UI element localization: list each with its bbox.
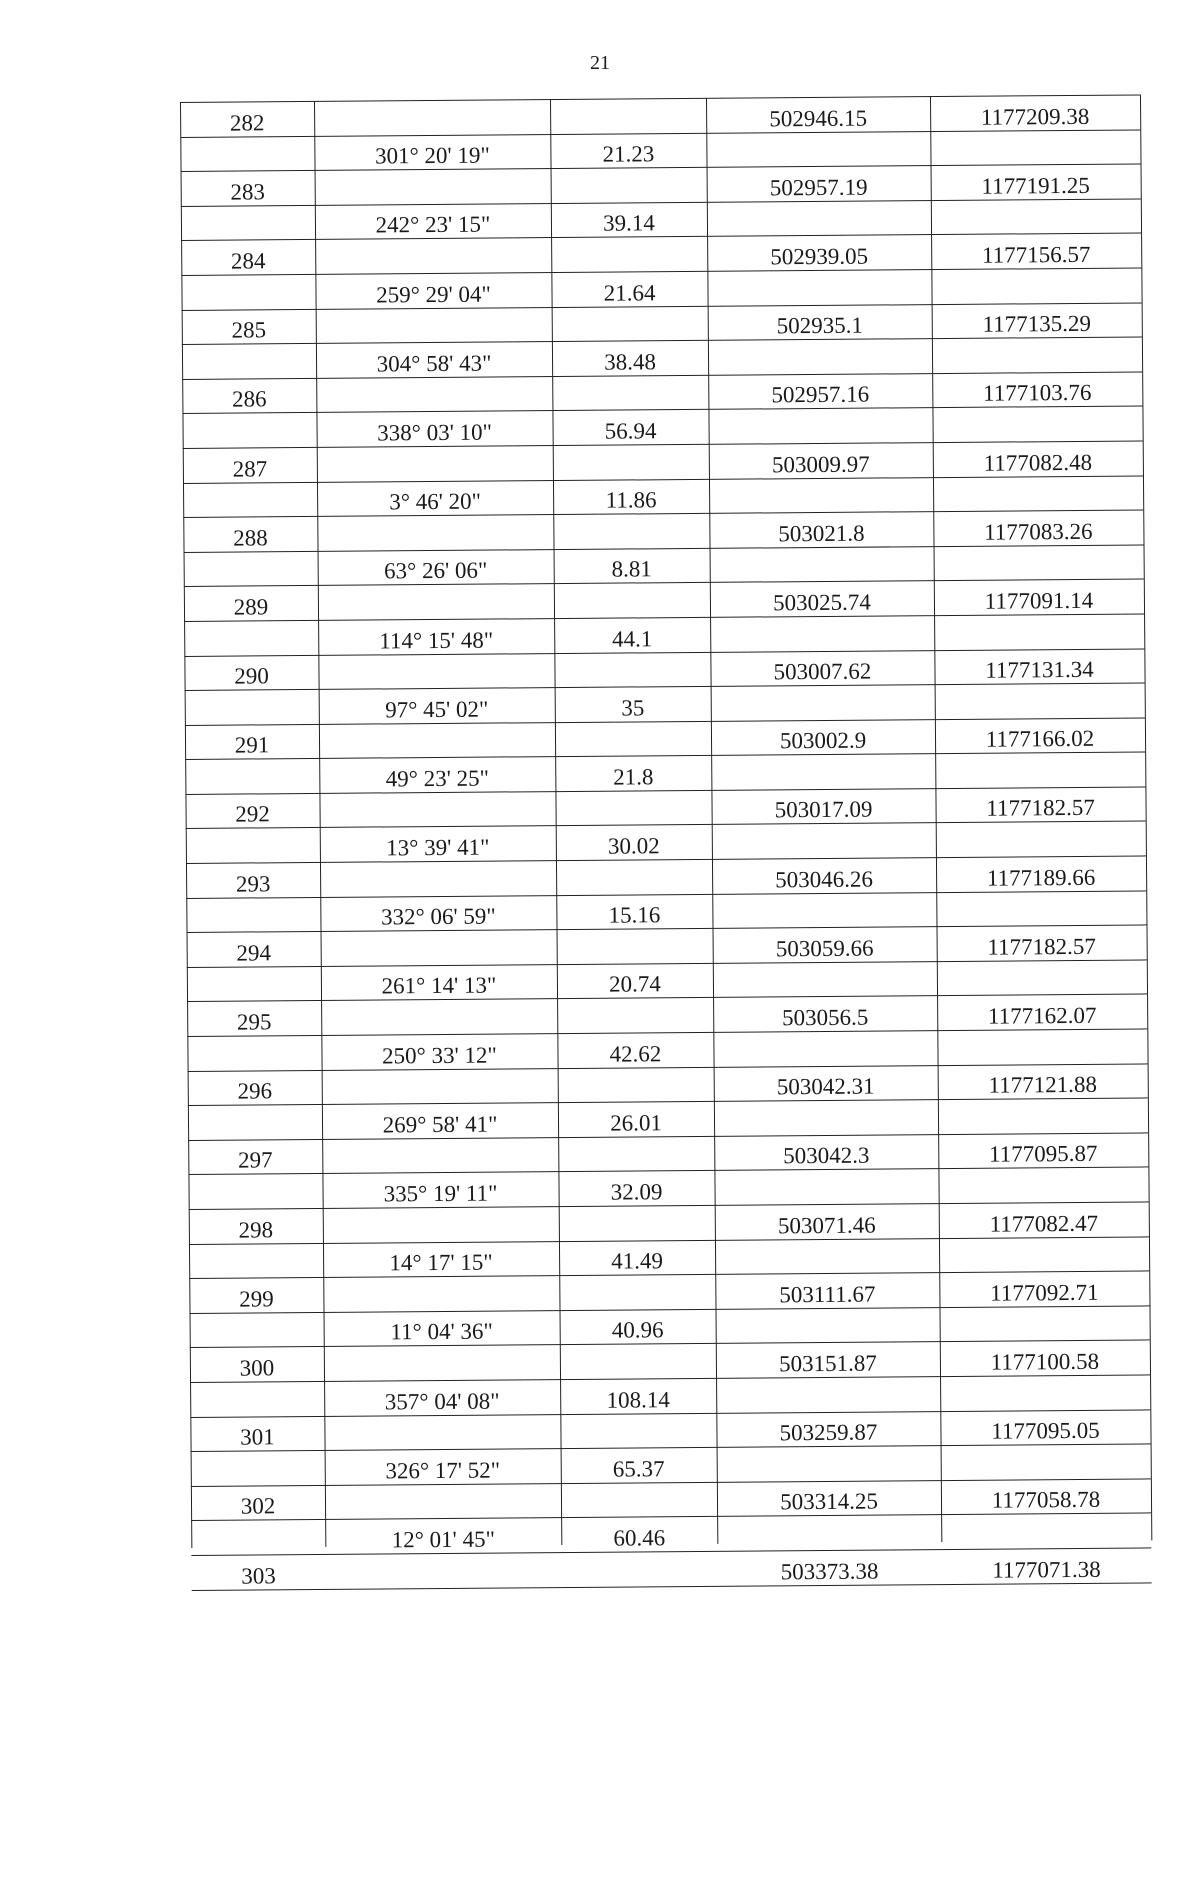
- point-y: 1177058.78: [991, 1487, 1101, 1514]
- leg-bearing: 97° 45' 02": [385, 696, 489, 723]
- point-y: 1177182.57: [986, 795, 1095, 822]
- point-y: 1177095.87: [988, 1141, 1098, 1168]
- empty-cell: [711, 754, 935, 789]
- empty-cell: [186, 828, 320, 863]
- point-y: 1177131.34: [985, 656, 1094, 683]
- empty-cell: [556, 860, 712, 895]
- point-x: 502939.05: [770, 243, 869, 270]
- leg-bearing: 63° 26' 06": [383, 557, 488, 584]
- empty-cell: [315, 169, 551, 204]
- point-x: 503046.26: [775, 866, 874, 893]
- leg-distance: 60.46: [613, 1525, 666, 1551]
- empty-cell: [181, 206, 315, 241]
- leg-bearing: 301° 20' 19": [374, 142, 490, 169]
- empty-cell: [317, 446, 553, 481]
- leg-distance: 26.01: [610, 1110, 663, 1136]
- point-y: 1177182.57: [987, 933, 1096, 960]
- point-x: 502935.1: [776, 312, 863, 339]
- leg-bearing: 261° 14' 13": [381, 972, 497, 999]
- empty-cell: [930, 130, 1140, 165]
- empty-cell: [182, 344, 316, 379]
- point-id: 296: [237, 1078, 273, 1104]
- point-x: 503042.3: [783, 1143, 870, 1169]
- point-id: 286: [231, 386, 267, 412]
- point-x: 503373.38: [780, 1558, 879, 1584]
- point-y: 1177156.57: [981, 241, 1091, 268]
- point-y: 1177071.38: [992, 1556, 1101, 1583]
- point-id: 302: [240, 1493, 276, 1519]
- empty-cell: [182, 413, 316, 448]
- empty-cell: [550, 99, 706, 134]
- point-x: 503259.87: [779, 1419, 878, 1446]
- leg-bearing: 326° 17' 52": [385, 1457, 501, 1484]
- empty-cell: [714, 1100, 938, 1135]
- empty-cell: [707, 270, 931, 305]
- empty-cell: [937, 1029, 1147, 1064]
- point-y: 1177162.07: [987, 1002, 1097, 1029]
- empty-cell: [941, 1445, 1151, 1480]
- empty-cell: [325, 1553, 561, 1588]
- point-y: 1177121.88: [988, 1072, 1098, 1098]
- leg-distance: 11.86: [605, 487, 657, 513]
- point-x: 503017.09: [774, 797, 873, 823]
- point-y: 1177091.14: [984, 587, 1094, 614]
- empty-cell: [716, 1308, 940, 1343]
- empty-cell: [319, 792, 555, 827]
- empty-cell: [934, 614, 1144, 649]
- empty-cell: [183, 482, 317, 517]
- point-y: 1177135.29: [982, 311, 1092, 337]
- point-x: 503151.87: [778, 1350, 877, 1377]
- empty-cell: [187, 967, 321, 1002]
- empty-cell: [554, 652, 710, 687]
- point-x: 503071.46: [777, 1212, 876, 1238]
- leg-distance: 30.02: [607, 833, 660, 859]
- empty-cell: [558, 1137, 714, 1172]
- point-id: 291: [234, 732, 270, 758]
- point-id: 301: [240, 1424, 275, 1450]
- point-y: 1177083.26: [984, 518, 1093, 545]
- point-id: 289: [233, 594, 269, 620]
- point-id: 300: [239, 1355, 275, 1381]
- leg-bearing: 259° 29' 04": [376, 281, 491, 308]
- empty-cell: [941, 1514, 1151, 1549]
- empty-cell: [707, 201, 931, 236]
- empty-cell: [323, 1276, 559, 1311]
- empty-cell: [717, 1446, 941, 1481]
- leg-distance: 21.8: [613, 764, 654, 790]
- point-x: 503042.31: [776, 1073, 875, 1100]
- traverse-table: [180, 94, 1154, 1883]
- point-y: 1177082.47: [989, 1210, 1099, 1237]
- leg-bearing: 49° 23' 25": [385, 765, 490, 792]
- empty-cell: [936, 822, 1146, 857]
- leg-distance: 15.16: [608, 902, 661, 928]
- empty-cell: [318, 584, 554, 619]
- empty-cell: [559, 1206, 715, 1241]
- point-y: 1177166.02: [985, 726, 1095, 752]
- empty-cell: [555, 722, 711, 757]
- empty-cell: [557, 998, 713, 1033]
- empty-cell: [935, 684, 1145, 719]
- leg-distance: 41.49: [611, 1248, 664, 1274]
- leg-distance: 21.23: [602, 141, 655, 167]
- point-x: 502957.16: [771, 381, 870, 408]
- empty-cell: [555, 791, 711, 826]
- empty-cell: [560, 1413, 716, 1448]
- point-id: 284: [230, 248, 266, 274]
- point-id: 288: [233, 525, 268, 551]
- point-id: 283: [230, 179, 266, 205]
- leg-distance: 44.1: [612, 625, 653, 652]
- empty-cell: [706, 132, 930, 167]
- empty-cell: [713, 1031, 937, 1066]
- empty-cell: [320, 861, 556, 896]
- leg-bearing: 250° 33' 12": [382, 1042, 497, 1069]
- point-x: 503007.62: [773, 658, 872, 685]
- leg-bearing: 114° 15' 48": [379, 627, 494, 653]
- empty-cell: [551, 168, 707, 203]
- empty-cell: [554, 583, 710, 618]
- empty-cell: [322, 1069, 558, 1104]
- empty-cell: [317, 515, 553, 550]
- point-id: 285: [231, 317, 267, 343]
- point-x: 503314.25: [780, 1488, 878, 1515]
- point-id: 282: [229, 109, 265, 136]
- empty-cell: [188, 1105, 322, 1140]
- empty-cell: [561, 1483, 717, 1518]
- empty-cell: [711, 685, 935, 720]
- empty-cell: [185, 690, 319, 725]
- empty-cell: [314, 100, 550, 135]
- empty-cell: [560, 1344, 716, 1379]
- empty-cell: [187, 1036, 321, 1071]
- leg-bearing: 13° 39' 41": [386, 834, 490, 861]
- point-x: 503111.67: [779, 1281, 876, 1308]
- empty-cell: [188, 1174, 322, 1209]
- leg-distance: 39.14: [602, 210, 655, 237]
- point-x: 503059.66: [775, 935, 874, 962]
- empty-cell: [186, 898, 320, 933]
- empty-cell: [931, 268, 1141, 303]
- empty-cell: [316, 308, 552, 343]
- empty-cell: [315, 238, 551, 273]
- empty-cell: [180, 137, 314, 172]
- leg-bearing: 14° 17' 15": [389, 1249, 493, 1276]
- empty-cell: [713, 962, 937, 997]
- leg-bearing: 269° 58' 41": [382, 1111, 498, 1138]
- empty-cell: [551, 237, 707, 272]
- point-x: 502946.15: [769, 105, 868, 131]
- empty-cell: [558, 1067, 714, 1102]
- empty-cell: [717, 1515, 941, 1550]
- point-y: 1177103.76: [983, 380, 1092, 407]
- empty-cell: [932, 338, 1142, 373]
- leg-bearing: 357° 04' 08": [384, 1388, 500, 1414]
- empty-cell: [552, 376, 708, 411]
- leg-bearing: 304° 58' 43": [376, 350, 492, 377]
- point-id: 294: [236, 940, 272, 966]
- empty-cell: [184, 552, 318, 587]
- point-x: 503002.9: [779, 727, 867, 754]
- leg-bearing: 12° 01' 45": [391, 1526, 496, 1553]
- empty-cell: [939, 1306, 1149, 1341]
- empty-cell: [939, 1237, 1149, 1272]
- empty-cell: [708, 339, 932, 374]
- empty-cell: [322, 1138, 558, 1173]
- empty-cell: [933, 476, 1143, 511]
- empty-cell: [553, 445, 709, 480]
- empty-cell: [321, 1000, 557, 1035]
- empty-cell: [191, 1520, 325, 1555]
- point-id: 293: [235, 870, 271, 897]
- point-y: 1177191.25: [981, 172, 1090, 199]
- empty-cell: [324, 1415, 560, 1450]
- point-y: 1177100.58: [990, 1348, 1100, 1375]
- leg-bearing: 3° 46' 20": [389, 488, 482, 515]
- empty-cell: [938, 1099, 1148, 1134]
- empty-cell: [191, 1451, 325, 1486]
- empty-cell: [185, 759, 319, 794]
- empty-cell: [190, 1382, 324, 1417]
- point-id: 299: [239, 1286, 274, 1312]
- empty-cell: [708, 408, 932, 443]
- empty-cell: [324, 1345, 560, 1380]
- empty-cell: [712, 893, 936, 928]
- point-id: 287: [232, 455, 268, 482]
- leg-distance: 32.09: [610, 1179, 663, 1205]
- page-number: 21: [590, 52, 610, 74]
- empty-cell: [325, 1484, 561, 1519]
- leg-distance: 56.94: [604, 418, 657, 444]
- point-id: 303: [241, 1562, 276, 1589]
- leg-bearing: 11° 04' 36": [390, 1318, 493, 1345]
- point-y: 1177189.66: [986, 864, 1096, 891]
- empty-cell: [553, 514, 709, 549]
- empty-cell: [190, 1313, 324, 1348]
- empty-cell: [937, 960, 1147, 995]
- empty-cell: [316, 377, 552, 412]
- point-row: [191, 1548, 1151, 1590]
- empty-cell: [932, 407, 1142, 442]
- point-id: 292: [235, 801, 270, 828]
- empty-cell: [938, 1168, 1148, 1203]
- empty-cell: [710, 616, 934, 651]
- leg-distance: 40.96: [611, 1317, 664, 1344]
- leg-bearing: 242° 23' 15": [375, 211, 491, 238]
- empty-cell: [710, 547, 934, 582]
- empty-cell: [712, 824, 936, 859]
- leg-distance: 35: [621, 695, 645, 721]
- empty-cell: [559, 1275, 715, 1310]
- empty-cell: [934, 545, 1144, 580]
- empty-cell: [319, 723, 555, 758]
- leg-distance: 38.48: [604, 349, 657, 375]
- point-x: 503009.97: [771, 451, 870, 477]
- point-y: 1177082.48: [983, 449, 1093, 476]
- point-x: 503025.74: [772, 589, 871, 616]
- leg-distance: 108.14: [606, 1386, 670, 1413]
- empty-cell: [321, 930, 557, 965]
- point-y: 1177095.05: [991, 1417, 1100, 1444]
- leg-bearing: 338° 03' 10": [377, 419, 493, 446]
- empty-cell: [323, 1207, 559, 1242]
- empty-cell: [318, 654, 554, 689]
- point-x: 503021.8: [778, 520, 865, 547]
- point-id: 297: [237, 1147, 273, 1173]
- empty-cell: [940, 1375, 1150, 1410]
- leg-distance: 21.64: [603, 279, 656, 306]
- empty-cell: [561, 1552, 717, 1587]
- leg-bearing: 332° 06' 59": [380, 903, 496, 930]
- leg-bearing: 335° 19' 11": [383, 1180, 498, 1207]
- empty-cell: [715, 1239, 939, 1274]
- empty-cell: [714, 1169, 938, 1204]
- empty-cell: [181, 275, 315, 310]
- point-id: 290: [234, 663, 269, 689]
- point-y: 1177092.71: [990, 1279, 1099, 1306]
- empty-cell: [184, 621, 318, 656]
- point-y: 1177209.38: [980, 103, 1090, 130]
- leg-distance: 42.62: [609, 1040, 662, 1067]
- point-id: 295: [236, 1009, 272, 1035]
- empty-cell: [936, 891, 1146, 926]
- empty-cell: [552, 306, 708, 341]
- point-id: 298: [238, 1216, 274, 1243]
- point-x: 503056.5: [781, 1004, 869, 1031]
- leg-distance: 8.81: [611, 556, 652, 582]
- empty-cell: [935, 753, 1145, 788]
- empty-cell: [557, 929, 713, 964]
- empty-cell: [709, 478, 933, 513]
- point-x: 502957.19: [769, 174, 868, 201]
- empty-cell: [189, 1244, 323, 1279]
- leg-distance: 20.74: [608, 971, 661, 998]
- empty-cell: [931, 199, 1141, 234]
- leg-distance: 65.37: [612, 1455, 665, 1482]
- empty-cell: [716, 1377, 940, 1412]
